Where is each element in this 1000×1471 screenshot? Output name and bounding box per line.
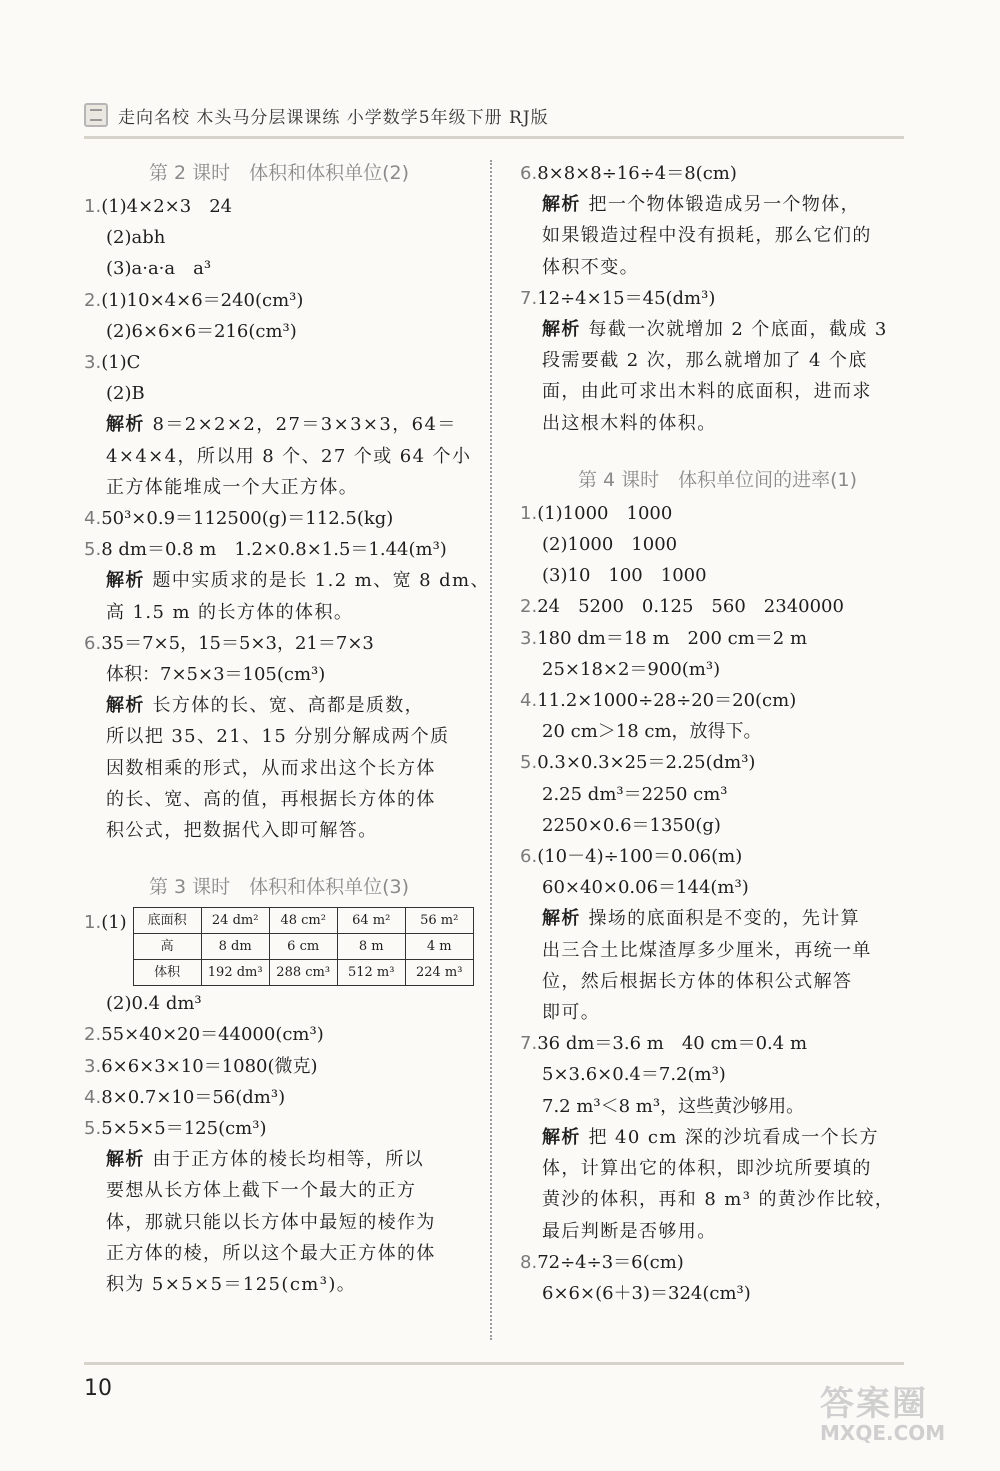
explanation-line: 解析 题中实质求的是长 1.2 m、宽 8 dm、 [106, 570, 490, 592]
answer-line [84, 316, 474, 347]
footer-rule [84, 1362, 904, 1365]
right-column [520, 158, 915, 1309]
table-cell: 高 [133, 934, 201, 960]
answer-text: 2250×0.6＝1350(g) [542, 814, 721, 836]
question-number: 7. [520, 1033, 538, 1055]
answer-line [520, 591, 915, 622]
answer-text: 25×18×2＝900(m³) [542, 658, 721, 680]
answer-text: 20 cm＞18 cm，放得下。 [542, 721, 762, 743]
table-cell: 56 m² [405, 908, 473, 934]
question-number: 3. [84, 1055, 102, 1077]
answer-text: 50³×0.9＝112500(g)＝112.5(kg) [101, 508, 394, 530]
table-cell: 48 cm² [269, 908, 337, 934]
answer-text: 5×3.6×0.4＝7.2(m³) [542, 1064, 726, 1086]
answer-line [520, 654, 915, 685]
explanation-line: 体积不变。 [542, 256, 639, 278]
explanation-line: 解析 每截一次就增加 2 个底面，截成 3 [542, 319, 888, 341]
answer-line [84, 1113, 474, 1144]
question-number: 1. [84, 196, 102, 217]
answer-line [520, 560, 915, 591]
answer-text: (2)6×6×6＝216(cm³) [106, 320, 297, 342]
answer-text: 72÷4÷3＝6(cm) [537, 1251, 684, 1273]
question-number: 6. [520, 846, 538, 868]
answer-line [84, 347, 474, 378]
answer-text: 55×40×20＝44000(cm³) [101, 1024, 324, 1046]
answer-line [520, 1247, 915, 1278]
answer-text: 6×6×3×10＝1080(微克) [101, 1055, 318, 1077]
answer-text: 6×6×(6＋3)＝324(cm³) [542, 1282, 751, 1304]
answer-line [520, 841, 915, 872]
answer-line: 6.8×8×8÷16÷4＝8(cm) [520, 163, 737, 184]
answer-text: (10－4)÷100＝0.06(m) [537, 846, 743, 868]
table-cell: 512 m³ [337, 960, 405, 986]
lesson-2-answers-c [84, 628, 474, 690]
answer-line [520, 779, 915, 810]
explanation-label: 解析 [542, 194, 589, 216]
explanation-line: 出这根木料的体积。 [542, 412, 717, 434]
answer-line [84, 285, 474, 316]
answer-line [520, 1059, 915, 1090]
answer-text: 体积：7×5×3＝105(cm³) [106, 664, 326, 686]
explanation-line: 如果锻造过程中没有损耗，那么它们的 [542, 225, 872, 247]
explanation-block [520, 1122, 915, 1247]
explanation-line: 出三合土比煤渣厚多少厘米，再统一单 [542, 939, 872, 961]
explanation-line: 积公式，把数据代入即可解答。 [106, 820, 378, 842]
explanation-line: 因数相乘的形式，从而求出这个长方体 [106, 757, 436, 779]
question-number: 4. [84, 1086, 102, 1108]
answer-text: 11.2×1000÷28÷20＝20(cm) [537, 690, 797, 712]
answer-text: 36 dm＝3.6 m 40 cm＝0.4 m [537, 1033, 808, 1055]
answer-text: 7.2 m³＜8 m³，这些黄沙够用。 [542, 1095, 805, 1117]
explanation-label: 解析 [106, 414, 153, 436]
table-cell: 64 m² [337, 908, 405, 934]
explanation-block [520, 189, 915, 283]
question-number: 2. [520, 596, 538, 618]
explanation-block [84, 409, 474, 503]
answer-line [520, 685, 915, 716]
sub-question-label: (1) [101, 912, 127, 934]
lesson-4-answers [520, 498, 915, 904]
explanation-block [84, 690, 474, 846]
explanation-label: 解析 [542, 319, 589, 341]
answer-text: (1)4×2×3 24 [101, 196, 233, 217]
question-number: 4. [84, 508, 102, 530]
question-number: 3. [520, 627, 538, 649]
answer-text: (3)a·a·a a³ [106, 258, 212, 280]
answer-text: 180 dm＝18 m 200 cm＝2 m [537, 627, 808, 649]
answer-line [520, 1091, 915, 1122]
question-number: 1. [520, 502, 538, 524]
answer-text: 24 5200 0.125 560 2340000 [537, 596, 844, 618]
table-cell: 8 dm [201, 934, 269, 960]
explanation-line: 所以把 35、21、15 分别分解成两个质 [106, 726, 450, 748]
explanation-line: 解析 把 40 cm 深的沙坑看成一个长方 [542, 1126, 879, 1148]
answer-line [84, 503, 474, 534]
table-cell: 288 cm³ [269, 960, 337, 986]
question-number: 3. [84, 352, 102, 374]
book-logo-icon [84, 103, 108, 127]
answer-line [84, 1051, 474, 1082]
answer-text: 8×0.7×10＝56(dm³) [101, 1086, 286, 1108]
answer-text: 0.3×0.3×25＝2.25(dm³) [537, 752, 756, 774]
explanation-line: 面，由此可求出木料的底面积，进而求 [542, 381, 872, 403]
question-number: 5. [84, 1118, 102, 1140]
table-row [133, 934, 473, 960]
page-header [84, 100, 549, 130]
column-divider [490, 160, 492, 1340]
answer-text: 5×5×5＝125(cm³) [101, 1118, 267, 1140]
explanation-block [84, 565, 490, 627]
answer-text: 2.25 dm³＝2250 cm³ [542, 783, 728, 805]
explanation-block [84, 1144, 474, 1300]
answer-text: 35＝7×5，15＝5×3，21＝7×3 [101, 632, 374, 654]
lesson-3-answers [84, 988, 474, 1144]
answer-line [520, 498, 915, 529]
section-title-lesson-2: 第 2 课时 体积和体积单位(2) [148, 162, 410, 184]
question-number: 1. [84, 912, 102, 934]
table-cell: 8 m [337, 934, 405, 960]
explanation-block [520, 314, 915, 439]
answer-line [520, 872, 915, 903]
table-row [133, 960, 473, 986]
answer-line [84, 988, 474, 1019]
explanation-line: 解析 操场的底面积是不变的，先计算 [542, 908, 861, 930]
explanation-line: 解析 8＝2×2×2，27＝3×3×3，64＝ [106, 414, 457, 436]
answer-text: 8 dm＝0.8 m 1.2×0.8×1.5＝1.44(m³) [101, 539, 447, 561]
answer-line [84, 659, 474, 690]
table-cell: 192 dm³ [201, 960, 269, 986]
explanation-label: 解析 [106, 695, 153, 717]
answer-text: (1)1000 1000 [537, 502, 673, 524]
question-number: 6. [84, 632, 102, 654]
explanation-label: 解析 [106, 570, 153, 592]
answer-line [84, 191, 474, 222]
question-number: 8. [520, 1251, 538, 1273]
answer-line [84, 1082, 474, 1113]
question-number: 5. [84, 539, 102, 561]
table-cell: 6 cm [269, 934, 337, 960]
explanation-block [520, 903, 915, 1028]
explanation-label: 解析 [542, 1126, 589, 1148]
lesson-2-answers [84, 191, 474, 409]
question-number: 5. [520, 752, 538, 774]
explanation-line: 高 1.5 m 的长方体的体积。 [106, 601, 354, 623]
answer-line [84, 253, 474, 284]
answer-text: (2)B [106, 383, 145, 405]
explanation-line: 体，计算出它的体积，即沙坑所要填的 [542, 1158, 872, 1180]
answer-line [84, 1019, 474, 1050]
lesson-4-answers-b [520, 1028, 915, 1122]
section-title-lesson-3: 第 3 课时 体积和体积单位(3) [148, 876, 410, 899]
explanation-line: 解析 长方体的长、宽、高都是质数， [106, 695, 425, 717]
explanation-line: 的长、宽、高的值，再根据长方体的体 [106, 788, 436, 810]
explanation-line: 即可。 [542, 1002, 601, 1024]
question-number: 2. [84, 1024, 102, 1046]
answer-text: (3)10 100 1000 [542, 565, 707, 587]
explanation-line: 解析 把一个物体锻造成另一个物体， [542, 194, 861, 216]
explanation-line: 体，那就只能以长方体中最短的棱作为 [106, 1211, 436, 1233]
table-cell: 底面积 [133, 908, 201, 934]
table-cell: 体积 [133, 960, 201, 986]
page-number: 10 [84, 1376, 112, 1401]
lesson-2-answers-b [84, 503, 474, 565]
answer-text: (2)0.4 dm³ [106, 993, 202, 1015]
answer-line [84, 534, 474, 565]
answer-line [520, 747, 915, 778]
header-rule [84, 136, 904, 139]
answer-line: 7.12÷4×15＝45(dm³) [520, 287, 716, 309]
table-cell: 224 m³ [405, 960, 473, 986]
explanation-label: 解析 [542, 908, 589, 930]
answer-line [520, 623, 915, 654]
explanation-line: 解析 由于正方体的棱长均相等，所以 [106, 1149, 425, 1171]
question-number: 4. [520, 690, 538, 712]
section-title-lesson-4: 第 4 课时 体积单位间的进率(1) [577, 468, 858, 491]
lesson-4-answers-c [520, 1247, 915, 1309]
header-title: 走向名校 木头马分层课课练 小学数学5年级下册 RJ版 [118, 107, 549, 128]
answer-text: 60×40×0.06＝144(m³) [542, 877, 749, 899]
answer-line [520, 716, 915, 747]
table-cell: 4 m [405, 934, 473, 960]
explanation-line: 段需要截 2 次，那么就增加了 4 个底 [542, 350, 868, 372]
explanation-line: 黄沙的体积，再和 8 m³ 的黄沙作比较， [542, 1189, 895, 1211]
explanation-line: 要想从长方体上截下一个最大的正方 [106, 1180, 417, 1202]
question-number: 2. [84, 289, 102, 311]
answer-line [84, 628, 474, 659]
explanation-line: 4×4×4，所以用 8 个、27 个或 64 个小 [106, 445, 472, 467]
answer-text: (2)abh [106, 227, 166, 249]
answer-text: (1)C [101, 352, 141, 374]
answer-text: (2)1000 1000 [542, 534, 678, 556]
answer-line [520, 1278, 915, 1309]
table-cell: 24 dm² [201, 908, 269, 934]
answer-line [520, 810, 915, 841]
explanation-line: 正方体的棱，所以这个最大正方体的体 [106, 1242, 436, 1264]
answer-text: (1)10×4×6＝240(cm³) [101, 289, 304, 311]
answer-line [84, 378, 474, 409]
answer-line [520, 1028, 915, 1059]
question-1-table-row [84, 907, 474, 986]
explanation-line: 最后判断是否够用。 [542, 1220, 717, 1242]
answer-line [84, 222, 474, 253]
explanation-line: 积为 5×5×5＝125(cm³)。 [106, 1274, 357, 1296]
watermark-logo: 答案圈 MXQE.COM [820, 1384, 946, 1445]
answer-line [520, 529, 915, 560]
explanation-label: 解析 [106, 1149, 153, 1171]
table-row [133, 908, 473, 934]
volume-table [133, 907, 474, 986]
left-column [84, 158, 490, 1300]
explanation-line: 位，然后根据长方体的体积公式解答 [542, 970, 853, 992]
explanation-line: 正方体能堆成一个大正方体。 [106, 476, 359, 498]
